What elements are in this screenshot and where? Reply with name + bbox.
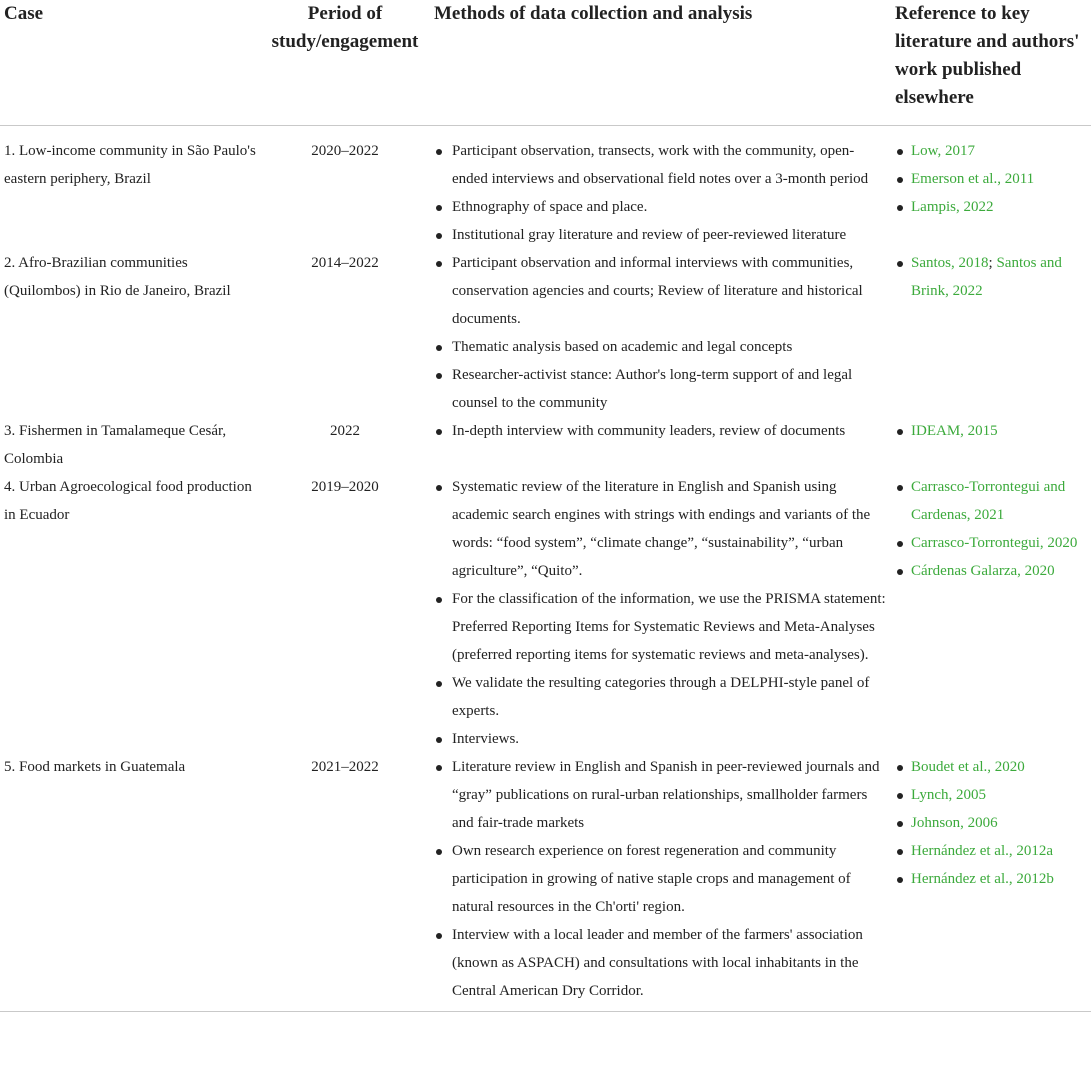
table-row bbox=[0, 126, 1091, 250]
methods-cell bbox=[430, 473, 891, 753]
reference-item bbox=[895, 781, 1087, 809]
methods-list bbox=[434, 753, 887, 1005]
methods-list bbox=[434, 249, 887, 417]
period-cell: 2020–2022 bbox=[311, 143, 379, 159]
reference-item bbox=[895, 165, 1087, 193]
refs-list bbox=[895, 249, 1087, 305]
method-item: Literature review in English and Spanish in peer-reviewed journals and “gray” publications on rural-urban relationships, smallholder farmers and fair-trade markets bbox=[434, 753, 887, 837]
method-item: Own research experience on forest regeneration and community participation in growing of native staple crops and management of natural resources in the Ch'orti' region. bbox=[434, 837, 887, 921]
header-row bbox=[0, 0, 1091, 126]
method-item: For the classification of the information, we use the PRISMA statement: Preferred Reporting Items for Systematic Reviews and Meta-Analyses (preferred reporting items for systematic reviews and meta-analyses). bbox=[434, 585, 887, 669]
refs-cell bbox=[891, 126, 1091, 250]
reference-item bbox=[895, 193, 1087, 221]
refs-list bbox=[895, 473, 1087, 585]
methods-cell bbox=[430, 417, 891, 473]
period-cell: 2022 bbox=[330, 423, 360, 439]
reference-item bbox=[895, 809, 1087, 837]
reference-item bbox=[895, 837, 1087, 865]
period-cell: 2021–2022 bbox=[260, 753, 430, 1012]
case-cell: 2. Afro-Brazilian communities (Quilombos) in Rio de Janeiro, Brazil bbox=[4, 255, 231, 299]
reference-link[interactable]: Carrasco-Torrontegui and Cardenas, 2021 bbox=[911, 479, 1066, 523]
period-cell: 2014–2022 bbox=[311, 255, 379, 271]
method-item: Interviews. bbox=[434, 725, 887, 753]
methods-cell bbox=[430, 753, 891, 1012]
method-item: Ethnography of space and place. bbox=[434, 193, 887, 221]
reference-link[interactable]: Santos, 2018 bbox=[911, 255, 989, 271]
reference-link[interactable]: Hernández et al., 2012a bbox=[911, 843, 1054, 859]
methods-cell bbox=[430, 126, 891, 250]
methods-list bbox=[434, 473, 887, 753]
case-cell: 4. Urban Agroecological food production in Ecuador bbox=[4, 479, 252, 523]
header-refs: Reference to key literature and authors' work published elsewhere bbox=[891, 0, 1091, 126]
reference-link[interactable]: Boudet et al., 2020 bbox=[911, 759, 1025, 775]
table-row bbox=[0, 249, 1091, 417]
method-item: Institutional gray literature and review of peer-reviewed literature bbox=[434, 221, 887, 249]
header-period: Period of study/engagement bbox=[260, 0, 430, 126]
table-header bbox=[0, 0, 1091, 126]
reference-item bbox=[895, 557, 1087, 585]
case-cell: 3. Fishermen in Tamalameque Cesár, Colombia bbox=[4, 423, 227, 467]
reference-link[interactable]: Low, 2017 bbox=[911, 143, 976, 159]
reference-link[interactable]: IDEAM, 2015 bbox=[911, 423, 998, 439]
method-item: Thematic analysis based on academic and legal concepts bbox=[434, 333, 887, 361]
reference-link[interactable]: Hernández et al., 2012b bbox=[911, 871, 1054, 887]
header-case: Case bbox=[0, 0, 260, 126]
reference-link[interactable]: Lynch, 2005 bbox=[911, 787, 986, 803]
reference-item bbox=[895, 865, 1087, 893]
method-item: We validate the resulting categories through a DELPHI-style panel of experts. bbox=[434, 669, 887, 725]
method-item: Participant observation and informal interviews with communities, conservation agencies and courts; Review of literature and historical documents. bbox=[434, 249, 887, 333]
reference-item bbox=[895, 417, 1087, 445]
methods-cell bbox=[430, 249, 891, 417]
reference-item bbox=[895, 529, 1087, 557]
refs-list bbox=[895, 137, 1087, 221]
reference-item bbox=[895, 473, 1087, 529]
table-row bbox=[0, 417, 1091, 473]
refs-list bbox=[895, 753, 1087, 893]
refs-cell bbox=[891, 473, 1091, 753]
refs-cell bbox=[891, 753, 1091, 1012]
methods-list bbox=[434, 137, 887, 249]
reference-item bbox=[895, 249, 1087, 305]
table-row bbox=[0, 473, 1091, 753]
method-item: Participant observation, transects, work with the community, open-ended interviews and observational field notes over a 3-month period bbox=[434, 137, 887, 193]
reference-link[interactable]: Johnson, 2006 bbox=[911, 815, 998, 831]
table-row bbox=[0, 753, 1091, 1012]
table-body bbox=[0, 126, 1091, 1012]
method-item: Researcher-activist stance: Author's long-term support of and legal counsel to the community bbox=[434, 361, 887, 417]
case-cell: 1. Low-income community in São Paulo's eastern periphery, Brazil bbox=[4, 143, 256, 187]
case-cell: 5. Food markets in Guatemala bbox=[0, 753, 260, 1012]
method-item: Interview with a local leader and member of the farmers' association (known as ASPACH) and consultations with local inhabitants in the Central American Dry Corridor. bbox=[434, 921, 887, 1005]
refs-cell bbox=[891, 249, 1091, 417]
refs-cell bbox=[891, 417, 1091, 473]
method-item: In-depth interview with community leaders, review of documents bbox=[434, 417, 887, 445]
reference-link[interactable]: Carrasco-Torrontegui, 2020 bbox=[911, 535, 1078, 551]
reference-separator: ; bbox=[988, 255, 997, 271]
reference-link[interactable]: Lampis, 2022 bbox=[911, 199, 994, 215]
header-methods: Methods of data collection and analysis bbox=[430, 0, 891, 126]
methods-list bbox=[434, 417, 887, 445]
reference-link[interactable]: Emerson et al., 2011 bbox=[911, 171, 1035, 187]
period-cell: 2019–2020 bbox=[311, 479, 379, 495]
reference-link[interactable]: Santos and Brink, 2022 bbox=[911, 255, 1062, 299]
reference-item bbox=[895, 137, 1087, 165]
method-item: Systematic review of the literature in English and Spanish using academic search engines with strings with endings and variants of the words: “food system”, “climate change”, “sustainability”, “urban agriculture”, “Quito”. bbox=[434, 473, 887, 585]
reference-item bbox=[895, 753, 1087, 781]
refs-list bbox=[895, 417, 1087, 445]
reference-link[interactable]: Cárdenas Galarza, 2020 bbox=[911, 563, 1055, 579]
